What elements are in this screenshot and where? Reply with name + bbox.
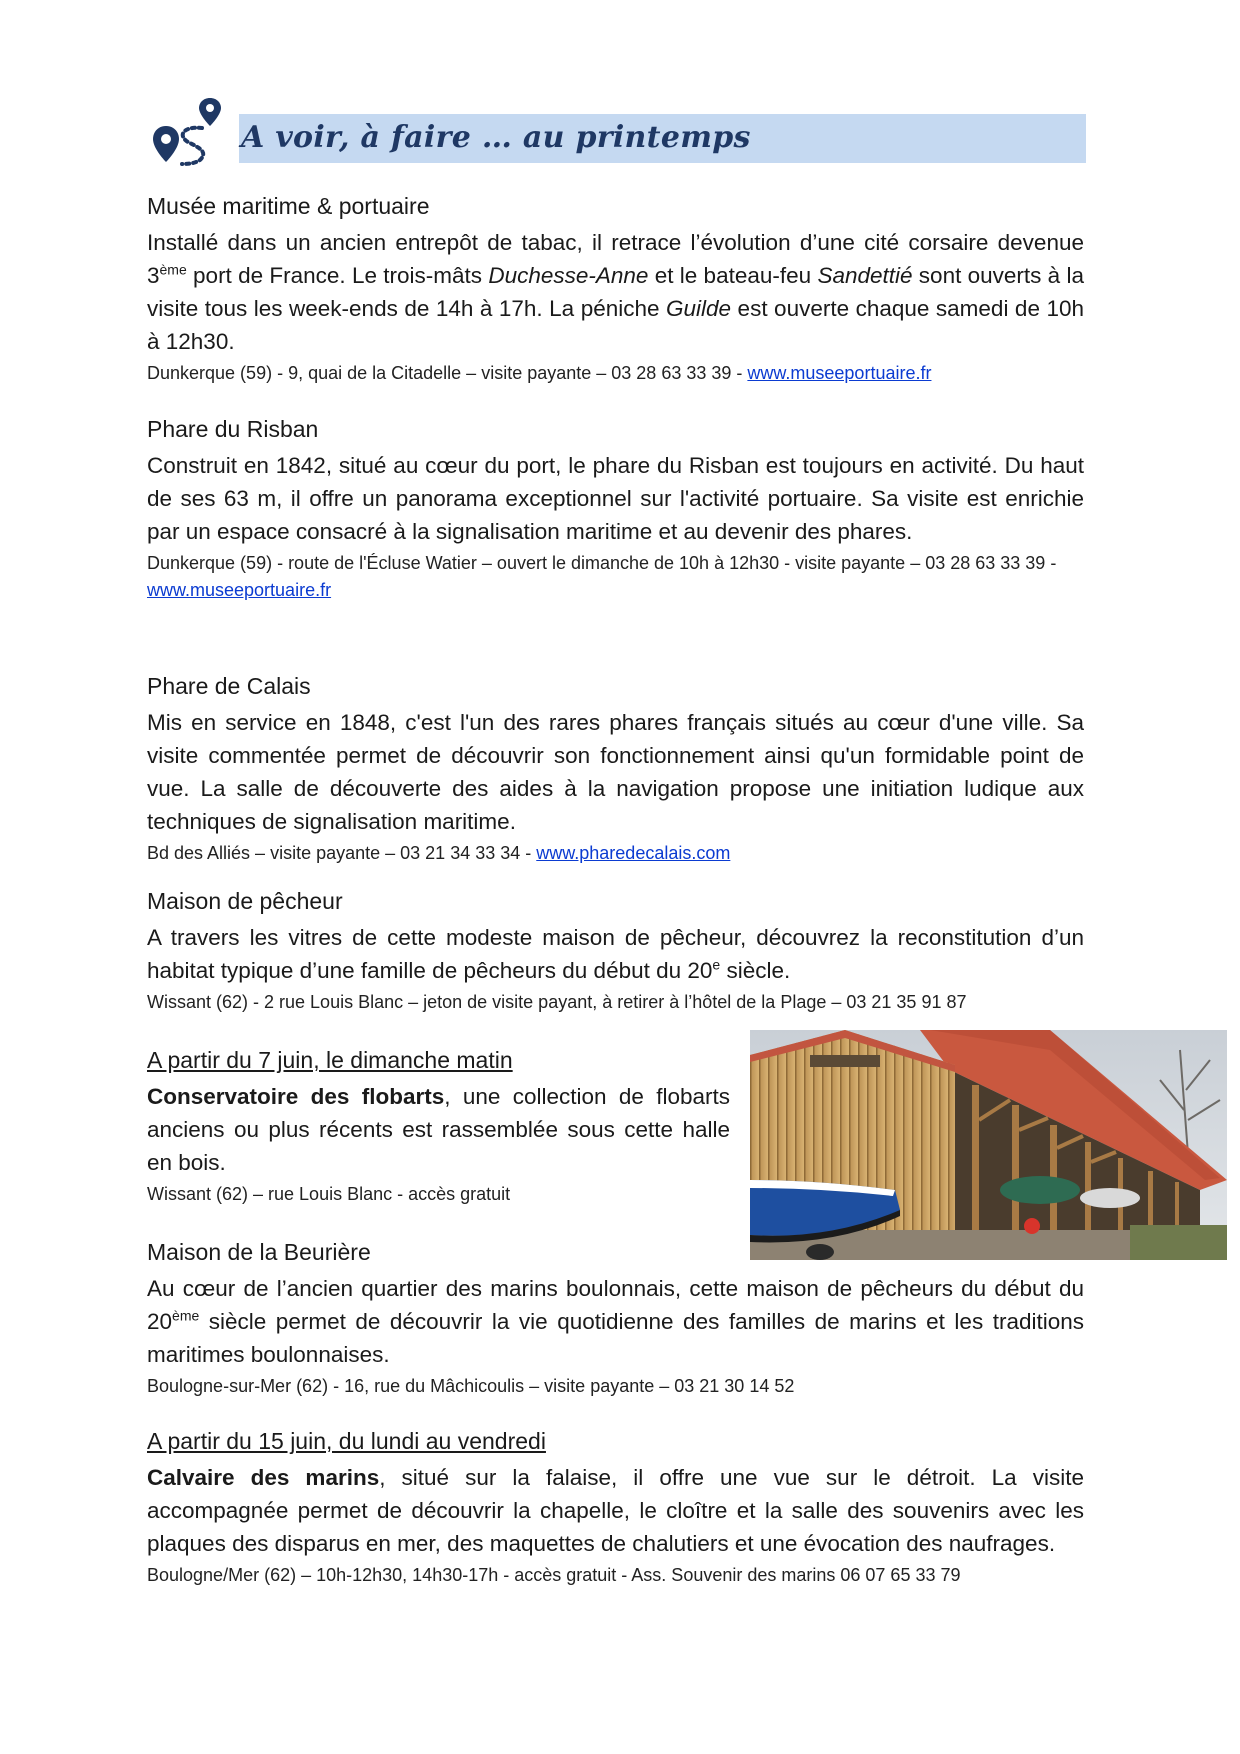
section-title: Maison de pêcheur <box>147 888 343 914</box>
section-paragraph: Construit en 1842, situé au cœur du port, le phare du Risban est toujours en activité. Du haut de ses 63 m, il offre un panorama exceptionnel sur l'activité portuaire. Sa visite est enrichie par un espace consacré à la signalisation maritime et au devenir des phares. <box>147 453 1084 544</box>
section-info: Boulogne/Mer (62) – 10h-12h30, 14h30-17h - accès gratuit - Ass. Souvenir des marins 06 07 65 33 79 <box>147 1565 961 1585</box>
section-info: Dunkerque (59) - 9, quai de la Citadelle – visite payante – 03 28 63 33 39 - www.museeportuaire.fr <box>147 363 932 383</box>
section-paragraph: Au cœur de l’ancien quartier des marins boulonnais, cette maison de pêcheurs du début du 20ème siècle permet de découvrir la vie quotidienne des familles de marins et les traditions maritimes boulonnaises. <box>147 1276 1084 1367</box>
section-info: Dunkerque (59) - route de l'Écluse Watier – ouvert le dimanche de 10h à 12h30 - visite payante – 03 28 63 33 39 - www.museeportuaire.fr <box>147 553 1057 600</box>
section-title: Phare du Risban <box>147 416 319 442</box>
section-paragraph: Installé dans un ancien entrepôt de tabac, il retrace l’évolution d’une cité corsaire devenue 3ème port de France. Le trois-mâts Duchesse-Anne et le bateau-feu Sandettié sont ouverts à la visite tous les week-ends de 14h à 17h. La péniche Guilde est ouverte chaque samedi de 10h à 12h30. <box>147 230 1084 354</box>
section-phare-calais <box>147 670 1084 867</box>
flobarts-hall-photo <box>750 1030 1227 1260</box>
website-link[interactable]: www.pharedecalais.com <box>536 843 731 863</box>
section-maison-pecheur <box>147 885 1084 1016</box>
section-info: Bd des Alliés – visite payante – 03 21 34 33 34 - www.pharedecalais.com <box>147 843 731 863</box>
website-link[interactable]: www.museeportuaire.fr <box>747 363 932 383</box>
section-phare-risban <box>147 413 1084 604</box>
section-title: Musée maritime & portuaire <box>147 193 430 219</box>
section-info: Wissant (62) – rue Louis Blanc - accès gratuit <box>147 1184 511 1204</box>
section-flobarts <box>147 1044 730 1208</box>
section-date-title: A partir du 15 juin, du lundi au vendredi <box>147 1428 546 1454</box>
section-paragraph: Calvaire des marins, situé sur la falaise, il offre une vue sur le détroit. La visite accompagnée permet de découvrir la chapelle, le cloître et la salle des souvenirs avec les plaques des disparus en mer, des maquettes de chalutiers et une évocation des naufrages. <box>147 1465 1084 1556</box>
section-paragraph: Conservatoire des flobarts, une collection de flobarts anciens ou plus récents est rassemblée sous cette halle en bois. <box>147 1084 730 1175</box>
section-calvaire-marins <box>147 1425 1084 1589</box>
section-title: Phare de Calais <box>147 673 311 699</box>
section-title: Maison de la Beurière <box>147 1239 371 1265</box>
section-info: Wissant (62) - 2 rue Louis Blanc – jeton de visite payant, à retirer à l’hôtel de la Plage – 03 21 35 91 87 <box>147 992 967 1012</box>
website-link[interactable]: www.museeportuaire.fr <box>147 580 332 600</box>
section-paragraph: Mis en service en 1848, c'est l'un des rares phares français situés au cœur d'une ville. Sa visite commentée permet de découvrir son fonctionnement ainsi qu'un formidable point de vue. La salle de découverte des aides à la navigation propose une initiation ludique aux techniques de signalisation maritime. <box>147 710 1084 834</box>
section-paragraph: A travers les vitres de cette modeste maison de pêcheur, découvrez la reconstitution d’un habitat typique d’une famille de pêcheurs du début du 20e siècle. <box>147 925 1084 983</box>
section-maison-beuriere <box>147 1236 1084 1400</box>
page-title: A voir, à faire … au printemps <box>241 120 751 155</box>
section-info: Boulogne-sur-Mer (62) - 16, rue du Mâchicoulis – visite payante – 03 21 30 14 52 <box>147 1376 795 1396</box>
route-pin-icon <box>152 96 224 166</box>
section-date-title: A partir du 7 juin, le dimanche matin <box>147 1047 513 1073</box>
section-musee-maritime <box>147 190 1084 387</box>
